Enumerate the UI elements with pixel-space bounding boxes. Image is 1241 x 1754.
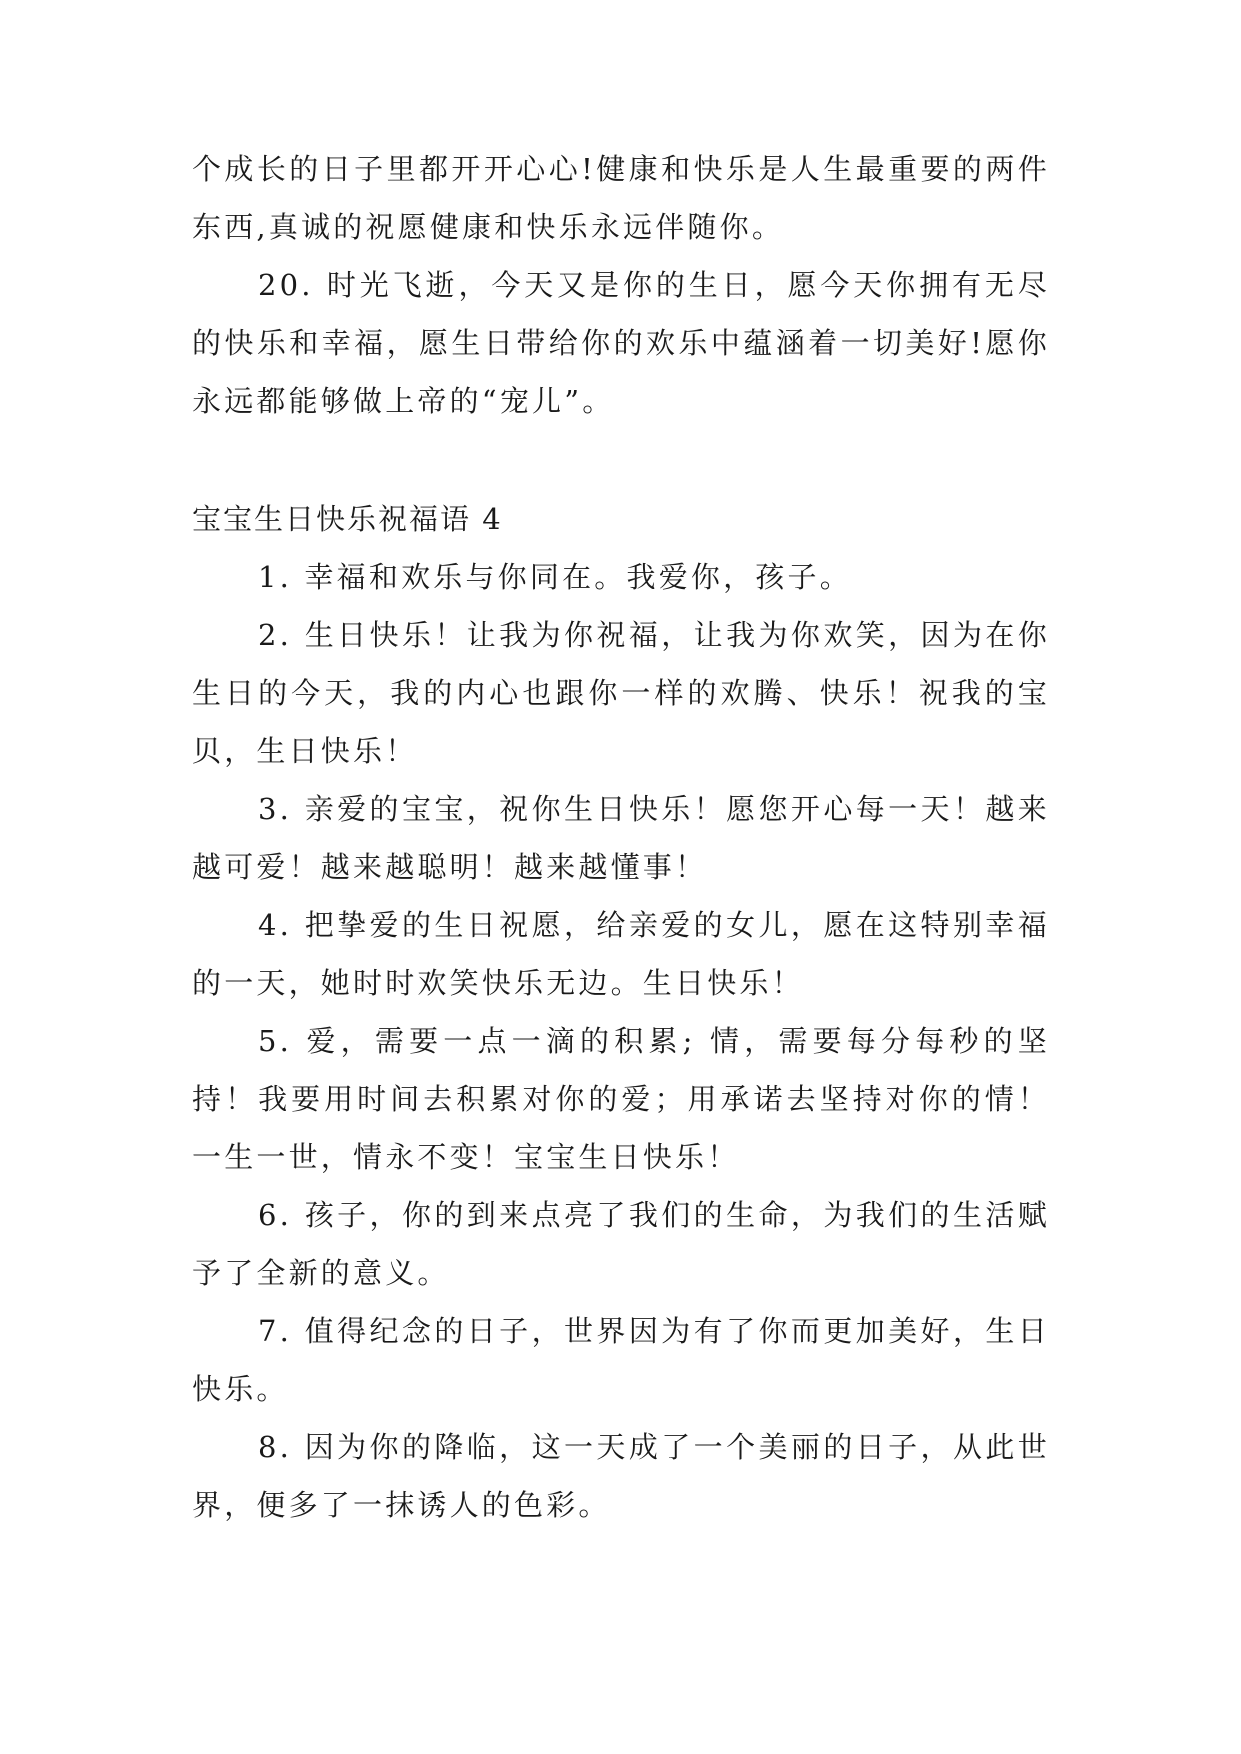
list-item: 3. 亲爱的宝宝，祝你生日快乐！愿您开心每一天！越来越可爱！越来越聪明！越来越懂事！ [192, 792, 1050, 884]
list-item: 1. 幸福和欢乐与你同在。我爱你，孩子。 [258, 560, 852, 594]
paragraph-continued: 个成长的日子里都开开心心!健康和快乐是人生最重要的两件东西,真诚的祝愿健康和快乐永远伴随你。 [192, 152, 1050, 244]
document-page [192, 140, 1050, 1534]
section-title: 宝宝生日快乐祝福语 4 [192, 502, 503, 536]
paragraph-item-20: 20. 时光飞逝，今天又是你的生日，愿今天你拥有无尽的快乐和幸福，愿生日带给你的欢乐中蕴涵着一切美好!愿你永远都能够做上帝的“宠儿”。 [192, 268, 1050, 418]
list-item: 5. 爱，需要一点一滴的积累; 情，需要每分每秒的坚持！我要用时间去积累对你的爱；用承诺去坚持对你的情！一生一世，情永不变！宝宝生日快乐！ [192, 1024, 1050, 1174]
list-item: 2. 生日快乐！让我为你祝福，让我为你欢笑，因为在你生日的今天，我的内心也跟你一样的欢腾、快乐！祝我的宝贝，生日快乐！ [192, 618, 1050, 768]
list-item: 7. 值得纪念的日子，世界因为有了你而更加美好，生日快乐。 [192, 1314, 1050, 1406]
list-item: 4. 把挚爱的生日祝愿，给亲爱的女儿，愿在这特别幸福的一天，她时时欢笑快乐无边。生日快乐！ [192, 908, 1050, 1000]
list-item: 8. 因为你的降临，这一天成了一个美丽的日子，从此世界，便多了一抹诱人的色彩。 [192, 1430, 1050, 1522]
list-item: 6. 孩子，你的到来点亮了我们的生命，为我们的生活赋予了全新的意义。 [192, 1198, 1050, 1290]
